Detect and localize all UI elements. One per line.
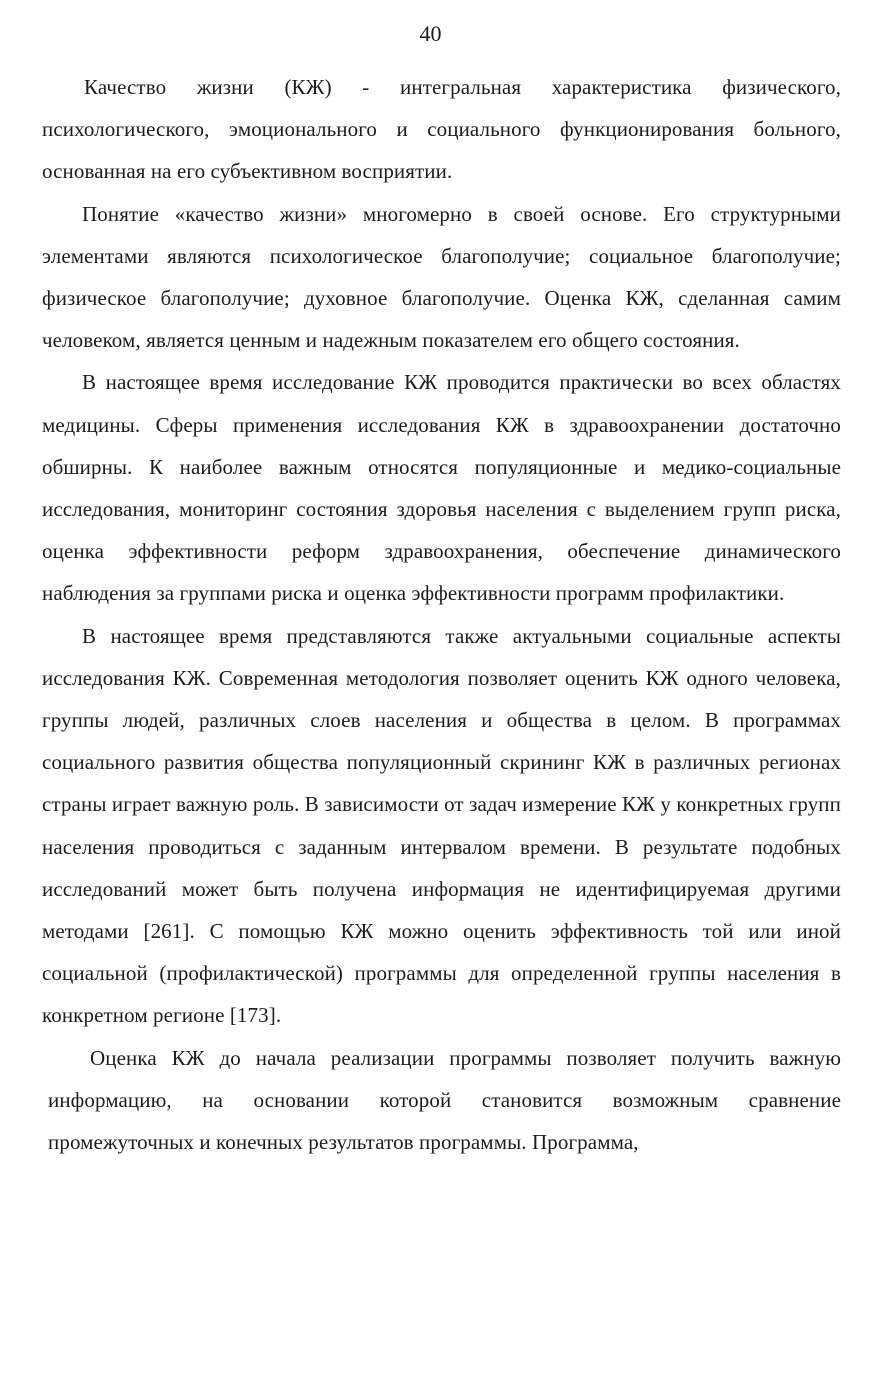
paragraph-1: Качество жизни (КЖ) - интегральная характеристика физического, психологического, эмоционального и социального функционирования больного, основанная на его субъективном восприятии. bbox=[42, 75, 841, 184]
paragraph-3: В настоящее время исследование КЖ проводится практически во всех областях медицины. Сферы применения исследования КЖ в здравоохранении достаточно обширны. К наиболее важным относятся популяционные и медико-социальные исследования, мониторинг состояния здоровья населения с выделением групп риска, оценка эффективности реформ здравоохранения, обеспечение динамического наблюдения за группами риска и оценка эффективности программ профилактики. bbox=[42, 370, 841, 606]
page-number: 40 bbox=[419, 21, 442, 46]
body-text bbox=[42, 66, 841, 1163]
paragraph-2: Понятие «качество жизни» многомерно в своей основе. Его структурными элементами являются психологическое благополучие; социальное благополучие; физическое благополучие; духовное благополучие. Оценка КЖ, сделанная самим человеком, является ценным и надежным показателем его общего состояния. bbox=[42, 201, 841, 353]
paragraph-5: Оценка КЖ до начала реализации программы позволяет получить важную информацию, на основании которой становится возможным сравнение промежуточных и конечных результатов программы. Программа, bbox=[48, 1045, 841, 1155]
paragraph-4: В настоящее время представляются также актуальными социальные аспекты исследования КЖ. Современная методология позволяет оценить КЖ одного человека, группы людей, различных слоев населения и общества в целом. В программах социального развития общества популяционный скрининг КЖ в различных регионах страны играет важную роль. В зависимости от задач измерение КЖ у конкретных групп населения проводиться с заданным интервалом времени. В результате подобных исследований может быть получена информация не идентифицируемая другими методами [261]. С помощью КЖ можно оценить эффективность той или иной социальной (профилактической) программы для определенной группы населения в конкретном регионе [173]. bbox=[42, 623, 841, 1028]
